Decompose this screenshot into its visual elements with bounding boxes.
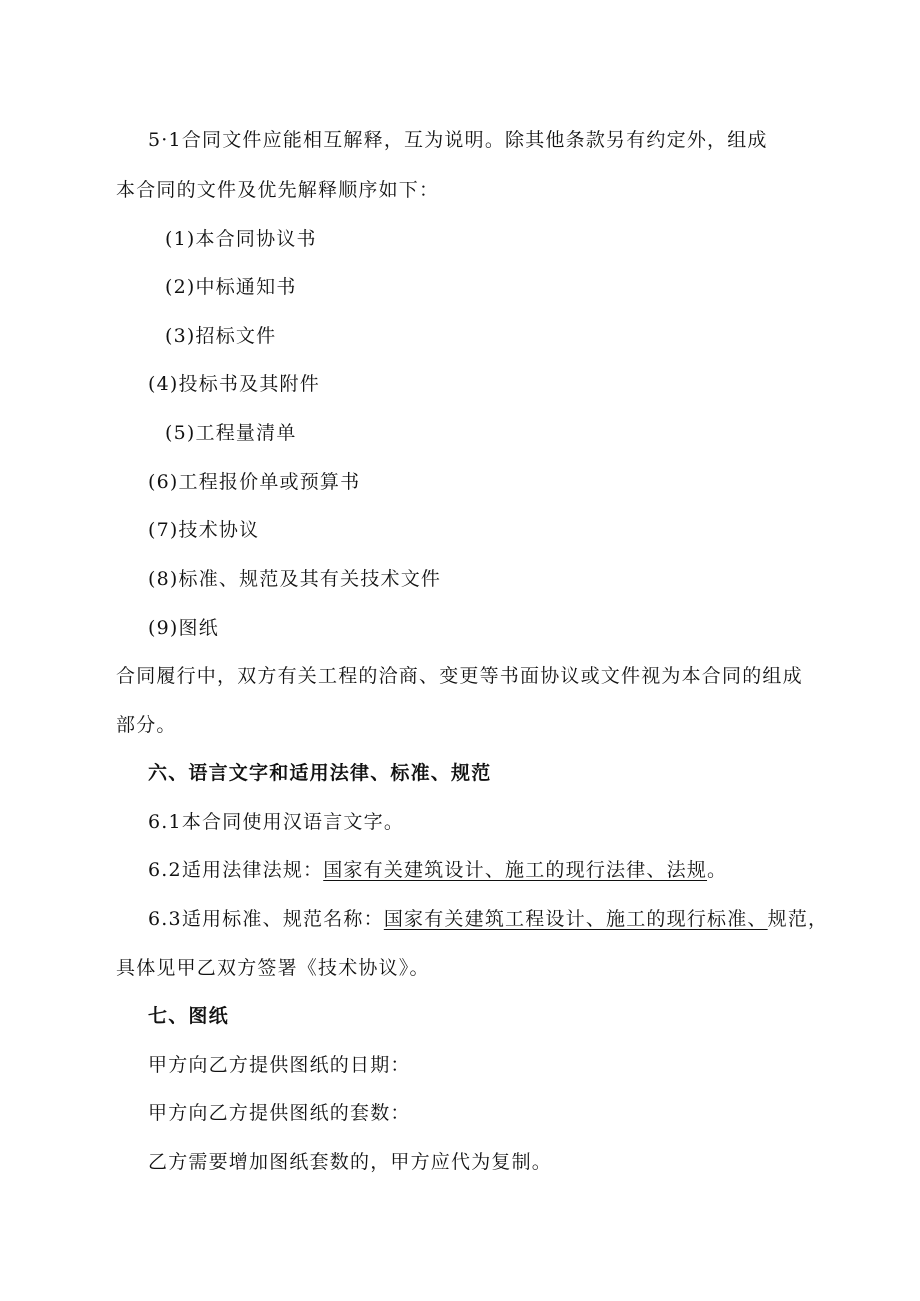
clause-6-3-label: 6.3适用标准、规范名称： [148,908,384,930]
section-6-heading: 六、语言文字和适用法律、标准、规范 [148,762,492,784]
closing-line-2: 部分。 [116,714,177,736]
clause-6-3-value: 国家有关建筑工程设计、施工的现行标准、 [383,908,768,930]
drawing-copy-line: 乙方需要增加图纸套数的，甲方应代为复制。 [148,1151,553,1173]
clause-6-3-line-2: 具体见甲乙双方签署《技术协议》。 [116,957,430,979]
clause-6-3-suffix: 规范， [767,908,829,930]
clause-5-1-line-1: 5·1合同文件应能相互解释，互为说明。除其他条款另有约定外，组成 [148,129,768,151]
clause-6-2-value: 国家有关建筑设计、施工的现行法律、法规 [323,859,708,881]
list-item-8: (8)标准、规范及其有关技术文件 [148,568,442,590]
list-item-7: (7)技术协议 [148,519,260,541]
drawing-sets-line: 甲方向乙方提供图纸的套数： [148,1102,411,1124]
closing-line-1: 合同履行中，双方有关工程的洽商、变更等书面协议或文件视为本合同的组成 [116,665,803,687]
drawing-date-line: 甲方向乙方提供图纸的日期： [148,1054,411,1076]
clause-6-3 [148,907,828,931]
list-item-5: (5)工程量清单 [165,422,297,444]
list-item-1: (1)本合同协议书 [165,228,317,250]
list-item-9: (9)图纸 [148,617,219,639]
clause-6-1: 6.1本合同使用汉语言文字。 [148,811,405,833]
list-item-2: (2)中标通知书 [165,276,297,298]
clause-6-2-label: 6.2适用法律法规： [148,859,324,881]
list-item-6: (6)工程报价单或预算书 [148,471,361,493]
clause-5-1-line-2: 本合同的文件及优先解释顺序如下： [116,179,440,201]
clause-6-2 [148,858,727,882]
list-item-3: (3)招标文件 [165,325,277,347]
section-7-heading: 七、图纸 [148,1005,229,1027]
clause-6-2-suffix: 。 [707,859,728,881]
list-item-4: (4)投标书及其附件 [148,373,320,395]
